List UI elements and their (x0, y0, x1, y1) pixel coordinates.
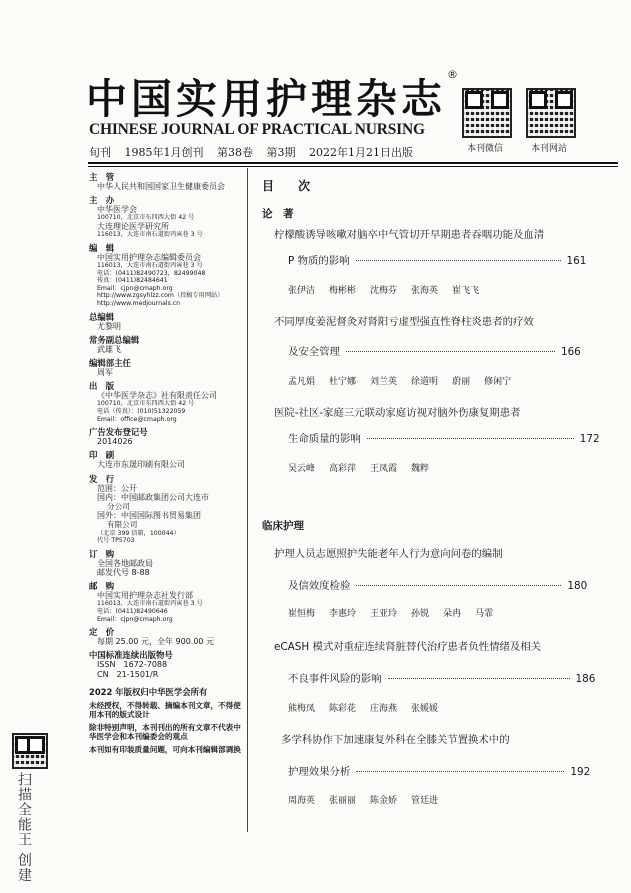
article-title: 不同厚度姜泥督灸对肾阳亏虚型强直性脊柱炎患者的疗效 (274, 316, 534, 328)
article-title: 柠檬酸诱导咳嗽对脑卒中气管切开早期患者吞咽功能及血清 (274, 229, 545, 241)
masthead-line: 国外：中国国际图书贸易集团 (97, 511, 201, 521)
article-title-cont-text: 及安全管理 (288, 346, 340, 358)
masthead-line: 100710，北京市东四西大街 42 号 (97, 214, 195, 222)
masthead-section (89, 427, 241, 446)
article-title-cont (288, 670, 595, 685)
author: 杜宁娜 (329, 377, 357, 387)
journal-title-en: CHINESE JOURNAL OF PRACTICAL NURSING (89, 121, 425, 138)
masthead-line: Email：office@cmaph.org (97, 415, 177, 423)
author: 张媛媛 (411, 704, 439, 714)
website-qr-code-icon (526, 88, 576, 138)
toc-heading: 目 次 (262, 179, 321, 193)
masthead-section (89, 381, 241, 423)
notice: 未经授权，不得转载、摘编本刊文章，不得使用本刊的版式设计 (89, 700, 241, 719)
article-title: 护理人员志愿照护失能老年人行为意向问卷的编制 (274, 548, 503, 560)
masthead-section (89, 581, 241, 623)
masthead-section (89, 358, 241, 377)
masthead-line: ISSN 1672-7088 (97, 660, 168, 670)
masthead-section (89, 312, 241, 331)
header-rule-thin (88, 166, 618, 167)
masthead-line: 中国实用护理杂志社发行部 (97, 591, 193, 601)
author: 马霏 (475, 609, 494, 619)
article-authors (288, 461, 443, 474)
masthead-line: 116013，大连市南石道街丙寅巷 3 号 (97, 231, 203, 239)
masthead-heading: 广告发布登记号 (89, 427, 148, 438)
masthead-line: 分公司 (107, 501, 130, 511)
masthead-line: 周军 (97, 367, 113, 377)
masthead-line: 每期 25.00 元，全年 900.00 元 (97, 637, 215, 647)
masthead (89, 168, 241, 754)
masthead-heading: 主 办 (89, 195, 115, 206)
article-title-cont (288, 577, 587, 592)
article-authors (288, 793, 452, 806)
article-page: 172 (579, 433, 600, 445)
masthead-section (89, 627, 241, 646)
masthead-section (89, 195, 241, 239)
masthead-line: 传真：(0411)82484641 (97, 277, 168, 285)
masthead-line: 全国各地邮政局 (97, 558, 153, 568)
masthead-section (89, 549, 241, 577)
article-authors (288, 283, 493, 296)
masthead-line: http://www.medjournals.cn (97, 299, 181, 307)
registered-mark: ® (447, 68, 458, 81)
article-title-cont-text: 生命质量的影响 (288, 433, 361, 445)
masthead-heading: 总编辑 (89, 311, 115, 322)
issue-number: 第3期 (266, 146, 296, 159)
masthead-section (89, 474, 241, 545)
article-page: 180 (567, 580, 588, 592)
article-page: 166 (560, 346, 581, 358)
masthead-heading: 出 版 (89, 381, 115, 392)
author: 崔恒梅 (288, 609, 316, 619)
author: 吴云峰 (288, 464, 316, 474)
header-rule (88, 162, 618, 164)
masthead-section (89, 243, 241, 308)
article-title-cont (288, 252, 586, 267)
author: 庄海燕 (370, 704, 398, 714)
volume: 第38卷 (217, 146, 253, 159)
masthead-line: 代号 TP5703 (97, 537, 135, 545)
leader-dots (346, 351, 555, 352)
article-title-cont (288, 763, 590, 778)
author: 高彩萍 (329, 464, 357, 474)
masthead-heading: 邮 购 (89, 581, 115, 592)
notice: 除非特别声明，本刊刊出的所有文章不代表中华医学会和本刊编委会的观点 (89, 722, 241, 741)
author: 修闲宁 (484, 377, 512, 387)
issue-info (89, 144, 423, 160)
author: 王凤霞 (370, 464, 398, 474)
notice: 本刊如有印装质量问题，可向本刊编辑部调换 (89, 744, 241, 754)
article-authors (288, 374, 525, 387)
toc-section-linchuang: 临床护理 (262, 520, 304, 532)
author: 陈金娇 (370, 796, 398, 806)
masthead-heading: 印 刷 (89, 450, 115, 461)
masthead-heading: 发 行 (89, 473, 115, 484)
masthead-line: 大连理论医学研究所 (97, 222, 169, 231)
author: 魏粹 (411, 464, 430, 474)
author: 刘兰英 (370, 377, 398, 387)
masthead-heading: 编 辑 (89, 242, 115, 253)
masthead-section (89, 172, 241, 191)
toc-section-lunzhu: 论 著 (262, 208, 294, 220)
article-title-cont-text: 不良事件风险的影响 (288, 673, 382, 685)
author: 孟凡娟 (288, 377, 316, 387)
author: 徐道明 (411, 377, 439, 387)
copyright: 2022 年版权归中华医学会所有 (89, 686, 208, 697)
wechat-qr-label: 本刊微信 (467, 144, 504, 154)
masthead-line: 有限公司 (107, 520, 138, 530)
article-page: 161 (566, 255, 587, 267)
masthead-line: 100710，北京市东四西大街 42 号 (97, 400, 195, 408)
author: 张伊洁 (288, 286, 316, 296)
scanner-qr-code-icon (12, 733, 48, 769)
author: 朵冉 (443, 609, 462, 619)
article-title: 多学科协作下加速康复外科在全膝关节置换术中的 (281, 734, 510, 746)
wechat-qr-code-icon (462, 88, 512, 138)
masthead-section (89, 335, 241, 354)
masthead-line: 范围：公开 (97, 483, 137, 493)
masthead-line: CN 21-1501/R (97, 669, 159, 679)
masthead-line: 2014026 (97, 437, 133, 447)
author: 周海英 (288, 796, 316, 806)
masthead-section (89, 650, 241, 678)
masthead-heading: 订 购 (89, 548, 115, 559)
author: 张海英 (411, 286, 439, 296)
masthead-line: 邮发代号 8-88 (97, 567, 150, 577)
masthead-line: 中华医学会 (97, 205, 137, 215)
column-divider (247, 168, 248, 832)
author: 陈彩花 (329, 704, 357, 714)
masthead-heading: 常务副总编辑 (89, 334, 140, 345)
author: 崔飞飞 (452, 286, 480, 296)
frequency: 旬刊 (89, 146, 111, 159)
masthead-line: 中华人民共和国国家卫生健康委员会 (97, 182, 225, 191)
article-page: 192 (570, 766, 591, 778)
masthead-line: Email：cjpn@cmaph.org (97, 284, 173, 292)
masthead-line: http://www.zgsyhlzz.com（投稿专用网站） (97, 292, 224, 300)
author: 王亚玲 (370, 609, 398, 619)
masthead-line: 电话（传真）：(010)51322059 (97, 407, 186, 415)
author: 梅彬彬 (329, 286, 357, 296)
founded: 1985年1月创刊 (124, 146, 204, 159)
journal-title-cn: 中国实用护理杂志 (86, 75, 446, 123)
author: 沈梅芬 (370, 286, 398, 296)
masthead-line: 电话：(0411)82490646 (97, 607, 168, 615)
article-title-cont (288, 343, 581, 358)
leader-dots (367, 438, 574, 439)
author: 张丽丽 (329, 796, 357, 806)
article-title: eCASH 模式对重症连续肾脏替代治疗患者负性情绪及相关 (274, 641, 542, 653)
masthead-line: 116013，大连市南石道街丙寅巷 3 号 (97, 600, 203, 608)
author: 孙锐 (411, 609, 430, 619)
leader-dots (388, 678, 570, 679)
leader-dots (356, 771, 564, 772)
article-title: 医院-社区-家庭三元联动家庭访视对脑外伤康复期患者 (274, 407, 521, 419)
website-qr-label: 本刊网站 (531, 144, 568, 154)
masthead-line: Email：cjpn@cmaph.org (97, 615, 173, 623)
author: 李惠玲 (329, 609, 357, 619)
masthead-heading: 编辑部主任 (89, 357, 131, 368)
article-authors (288, 701, 452, 714)
leader-dots (356, 260, 561, 261)
author: 蔚丽 (452, 377, 471, 387)
masthead-line: 武雄飞 (97, 344, 121, 354)
article-authors (288, 606, 507, 619)
masthead-line: 尤黎明 (97, 321, 121, 331)
masthead-heading: 中国标准连续出版物号 (89, 650, 173, 661)
masthead-line: 116013，大连市南石道街丙寅巷 3 号 (97, 262, 203, 269)
masthead-line: 中国实用护理杂志编辑委员会 (97, 252, 201, 262)
article-title-cont (288, 430, 600, 445)
author: 管廷进 (411, 796, 439, 806)
masthead-line: 国内：中国邮政集团公司大连市 (97, 492, 209, 502)
article-title-cont-text: 及信效度检验 (288, 580, 351, 592)
author: 熊梅凤 (288, 704, 316, 714)
leader-dots (356, 585, 561, 586)
masthead-heading: 主 管 (89, 172, 115, 182)
masthead-line: （北京 399 信箱，100044） (97, 529, 180, 537)
article-title-cont-text: 护理效果分析 (288, 766, 351, 778)
scanner-watermark: 扫描全能王 创建 (16, 772, 32, 883)
masthead-line: 《中华医学杂志》社有限责任公司 (97, 391, 217, 401)
masthead-line: 大连市东晟印刷有限公司 (97, 460, 185, 470)
publish-date: 2022年1月21日出版 (309, 146, 413, 159)
article-title-cont-text: P 物质的影响 (288, 255, 350, 267)
masthead-heading: 定 价 (89, 627, 115, 638)
article-page: 186 (575, 673, 596, 685)
masthead-section (89, 450, 241, 469)
masthead-line: 电话：(0411)82490723，82499048 (97, 269, 206, 277)
